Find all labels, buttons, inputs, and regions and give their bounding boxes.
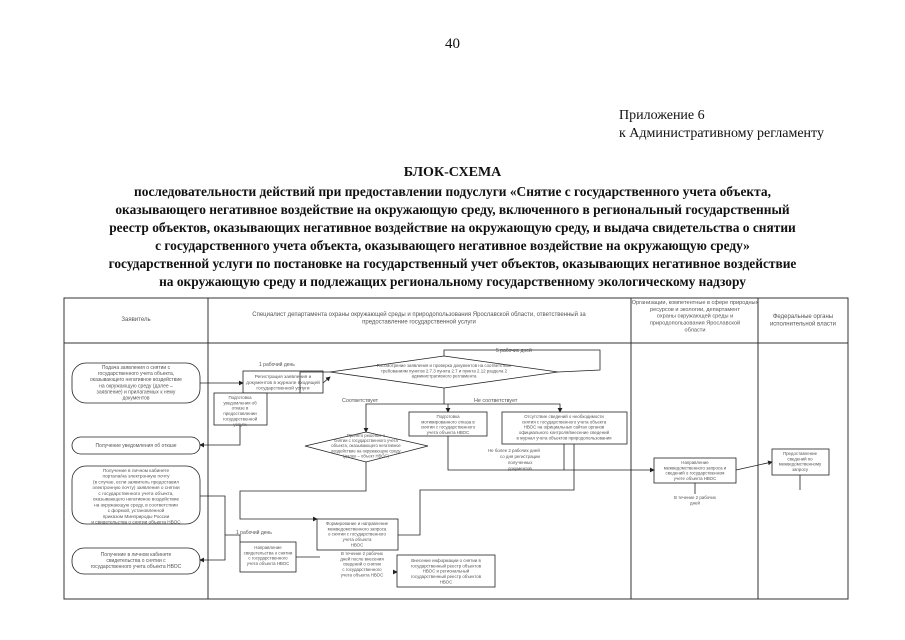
label-two-days-a: Не более 2 рабочих дней — [488, 448, 540, 453]
flowchart-text-line: государственного учета объекта НВОС — [90, 564, 182, 571]
flowchart-text-line: сведений о государственном — [665, 470, 725, 476]
flowchart-text-line: межведомственного запроса и — [663, 465, 727, 471]
flowchart-text-line: природопользования Ярославской — [649, 320, 741, 327]
flowchart-text-line: объекта, оказывающего негативное — [331, 443, 401, 449]
flowchart-text-line: предоставлении — [223, 411, 257, 417]
flowchart-text-line: заявление) и прилагаемых к нему — [96, 389, 176, 396]
flowchart-text-line: документов в журнале входящей — [246, 380, 320, 386]
flowchart-text-line: отказе в — [231, 405, 249, 411]
page-number: 40 — [445, 36, 460, 52]
flowchart-text-line: В течение 2 рабочих — [673, 495, 717, 500]
flowchart-text-line: учета объекта НВОС — [340, 572, 384, 578]
flowchart-text-line: области — [684, 327, 706, 334]
flowchart-text-line: документов — [122, 395, 150, 402]
flowchart-text-line: о снятии с государственного — [327, 531, 387, 537]
flowchart-text-line: государственный реестр объектов — [410, 574, 482, 580]
label-yes: Соответствует — [342, 398, 379, 404]
applicant-result-text — [91, 468, 181, 525]
authorities-term-text — [674, 495, 717, 505]
flowchart-text-line: и свидетельства о снятии объекта НВОС — [91, 519, 181, 525]
appendix-line-1: Приложение 6 — [619, 108, 705, 123]
title-line: последовательности действий при предоставлении подуслуги «Снятие с государственного учета объекта, — [134, 184, 771, 199]
applicant-notice-text — [95, 443, 176, 449]
flowchart-text-line: Отсутствие сведений о необходимости — [524, 414, 604, 419]
flowchart-text-line: Федеральные органы — [772, 314, 834, 320]
flowchart-text-line: охраны окружающей среды и — [656, 313, 734, 320]
flowchart-text-line: оказывающего негативное воздействие — [90, 377, 182, 384]
flowchart-text-line: НВОС и региональный — [422, 568, 470, 574]
flowchart-text-line: мотивированного отказа в — [421, 419, 475, 425]
flowchart-text-line: дней — [690, 500, 700, 506]
flowchart-text-line: в журнал учета объектов природопользования — [516, 435, 612, 441]
flowchart-text-line: Регистрация заявления и — [254, 375, 312, 380]
lane-header-applicant — [121, 317, 150, 323]
flowchart-text-line: свидетельства о снятии с — [106, 558, 166, 565]
appendix-line-2: к Административному регламенту — [619, 126, 824, 141]
flowchart-text-line: учета объекта НВОС — [426, 430, 470, 436]
flowchart-text-line: НВОС на официальных сайтах органов — [523, 424, 605, 430]
flowchart-text-line: учете объекта НВОС — [673, 476, 717, 482]
label-two-days-c: полученных — [508, 460, 533, 465]
flowchart-text-line: с государственного — [342, 567, 382, 573]
flowchart-text-line: Формирование и направление — [325, 521, 389, 526]
lane-header-specialist — [252, 311, 586, 325]
flowchart-text-line: услуги — [233, 421, 247, 427]
lane-header-federal — [770, 314, 836, 327]
flowchart-text-line: Направление — [681, 460, 709, 465]
record-text — [340, 551, 384, 577]
flowchart-text-line: свидетельства о снятии — [243, 550, 293, 556]
cancel-text — [516, 414, 612, 440]
flowchart-text-line: Направление — [254, 545, 282, 550]
flowchart-text-line: с государственного — [248, 555, 288, 561]
flowchart-text-line: на окружающую среду (далее – — [99, 383, 173, 390]
flowchart-text-line: межведомственному — [778, 461, 822, 467]
flowchart-text-line: В течение 2 рабочих — [340, 551, 384, 556]
title-line: государственной услуги по постановке на государственный учет объектов, оказывающих негативное воздействие — [108, 256, 797, 271]
lane-header-authorities — [632, 300, 759, 333]
label-one-day: 1 рабочий день — [259, 362, 295, 368]
flowchart-text-line: требованиям пунктов 2.7.3 пункта 2.7 и пункта 2.12 раздела 2 — [380, 368, 508, 374]
label-no: Не соответствует — [474, 398, 518, 404]
title-line: реестр объектов, оказывающих негативное воздействие на окружающую среду, и выдача свидетельства о снятии — [109, 220, 796, 235]
flowchart-text-line: ресурсов и экологии, департамент — [650, 306, 740, 313]
flowchart-text-line: Рассмотрение заявления и проверка документов на соответствие — [376, 363, 512, 368]
flowchart-text-line: электронную почту) заявления о снятии — [92, 485, 180, 491]
flowchart-text-line: НВОС — [439, 579, 453, 585]
flowchart-text-line: с государственного учета объекта, — [98, 490, 174, 496]
flowchart-text-line: Заявитель — [121, 317, 151, 323]
flowchart-text-line: оказывающего негативное воздействие — [92, 496, 180, 502]
flowchart-text-line: приказом Минприроды России — [102, 513, 170, 519]
flowchart-text-line: Получение уведомления об отказе — [95, 443, 177, 449]
register-text — [246, 374, 320, 392]
title-line: на окружающую среду и подлежащих региональному государственному экологическому надзору — [159, 274, 746, 289]
flowchart-text-line: Организации, компетентные в сфере природных — [631, 300, 759, 306]
title-line: оказывающего негативное воздействие на окружающую среду, включенного в региональный государственный — [115, 202, 790, 217]
flowchart-text-line: Подготовка — [436, 414, 460, 419]
flowchart-text-line: государственного учета объекта, — [97, 371, 175, 378]
flowchart-text-line: государственной — [222, 416, 258, 422]
flowchart-text-line: (в случае, если заявитель предоставил — [93, 479, 179, 485]
flowchart-text-line: межведомственного запроса — [327, 526, 387, 532]
flowchart-text-line: государственной услуги — [256, 386, 310, 392]
flowchart-text-line: Подача заявления о снятии с — [101, 365, 171, 371]
flowchart-text-line: НВОС — [350, 542, 364, 548]
flowchart-text-line: Предоставление — [782, 451, 818, 456]
flowchart-text-line: дней после внесения — [340, 556, 384, 562]
flowchart-text-line: официального контроля/внесение сведений — [518, 430, 610, 436]
flowchart-text-line: Получение в личном кабинете — [100, 552, 172, 558]
flowchart-text-line: Подготовка — [228, 395, 252, 400]
flowchart-text-line: уведомления об — [223, 400, 257, 406]
label-five-days: 5 рабочих дней — [496, 348, 532, 354]
label-one-day-b: 1 рабочий день — [236, 530, 272, 536]
flowchart-text-line: государственный реестр объектов — [410, 563, 482, 569]
label-two-days-b: со дня регистрации — [500, 454, 540, 459]
flowchart-text-line: Принято решение о — [346, 433, 386, 438]
flowchart-text-line: учета объекта — [342, 537, 372, 543]
flowchart-text-line: с формой, установленной — [107, 508, 165, 514]
flowchart-text-line: Внесение информации о снятии в — [411, 558, 481, 563]
flowchart-text-line: сведений по — [787, 456, 813, 462]
flowchart-text-line: (далее – объект НВОС) — [343, 453, 389, 459]
flowchart-text-line: снятии с государственного — [420, 424, 476, 430]
label-two-days-d: документов — [508, 466, 532, 471]
flowchart-text-line: Специалист департамента охраны окружающей среды и природопользования Ярославской области, ответственный за — [252, 312, 586, 318]
flowchart-text-line: портала/на электронную почту — [102, 473, 170, 479]
flowchart-text-line: запросу — [791, 467, 809, 473]
flowchart-text-line: снятии с государственного учета — [334, 438, 398, 444]
flowchart-text-line: исполнительной власти — [769, 321, 837, 328]
flowchart-text-line: учета объекта НВОС — [246, 561, 290, 567]
flowchart-text-line: на окружающую среду, в соответствии — [94, 502, 178, 508]
flowchart-text-line: снятия с государственного учета объекта — [521, 419, 607, 425]
title-heading: БЛОК-СХЕМА — [403, 165, 502, 180]
flowchart-text-line: сведений о снятии — [343, 561, 381, 567]
flowchart-text-line: административного регламента — [411, 373, 477, 379]
flowchart-text-line: предоставление государственной услуги — [362, 319, 476, 326]
title-line: с государственного учета объекта, оказывающего негативное воздействие на окружающую среду» — [155, 238, 750, 253]
flowchart-text-line: воздействие на окружающую среду — [331, 448, 401, 454]
flowchart-text-line: Получение в личном кабинете — [102, 468, 170, 473]
